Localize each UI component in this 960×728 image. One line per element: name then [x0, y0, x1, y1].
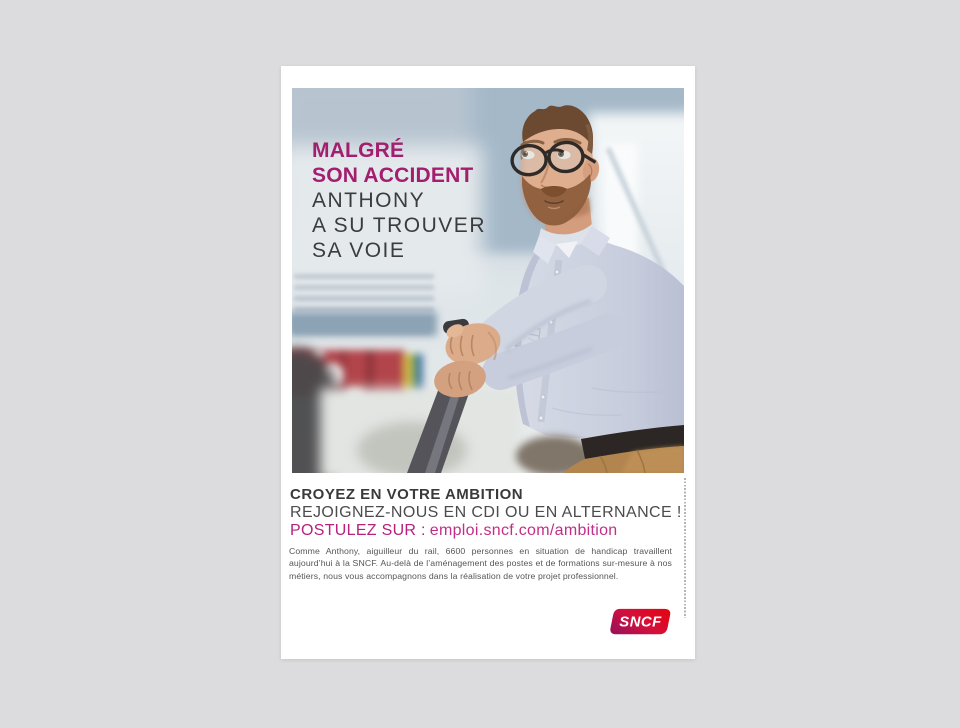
headline-accent-line-1: MALGRÉ — [312, 139, 405, 162]
headline-plain-line-1: ANTHONY — [312, 189, 426, 212]
postulez-url: emploi.sncf.com/ambition — [429, 522, 618, 539]
headline-plain-line-2: A SU TROUVER — [312, 214, 486, 237]
poster-photo — [292, 88, 684, 473]
headline — [312, 138, 486, 263]
sncf-logo — [608, 608, 673, 635]
postulez-label: POSTULEZ SUR : — [290, 522, 426, 539]
cta-block — [290, 486, 682, 540]
headline-accent-line-2: SON ACCIDENT — [312, 164, 474, 187]
cta-subtitle: REJOIGNEZ-NOUS EN CDI OU EN ALTERNANCE ! — [290, 504, 682, 521]
body-paragraph: Comme Anthony, aiguilleur du rail, 6600 personnes en situation de handicap travaillent aujourd’hui à la SNCF. Au-delà de l’aménagement des postes et de formations sur-mesure à nos métiers, nous vous accompagnons dans la réalisation de votre projet professionnel. — [289, 546, 672, 581]
photo-credit-vertical-text — [684, 478, 686, 618]
cta-title: CROYEZ EN VOTRE AMBITION — [290, 486, 524, 503]
cta-postulez-line — [290, 522, 682, 540]
poster — [281, 66, 695, 659]
sncf-logo-text: SNCF — [619, 614, 662, 631]
headline-plain-line-3: SA VOIE — [312, 239, 406, 262]
